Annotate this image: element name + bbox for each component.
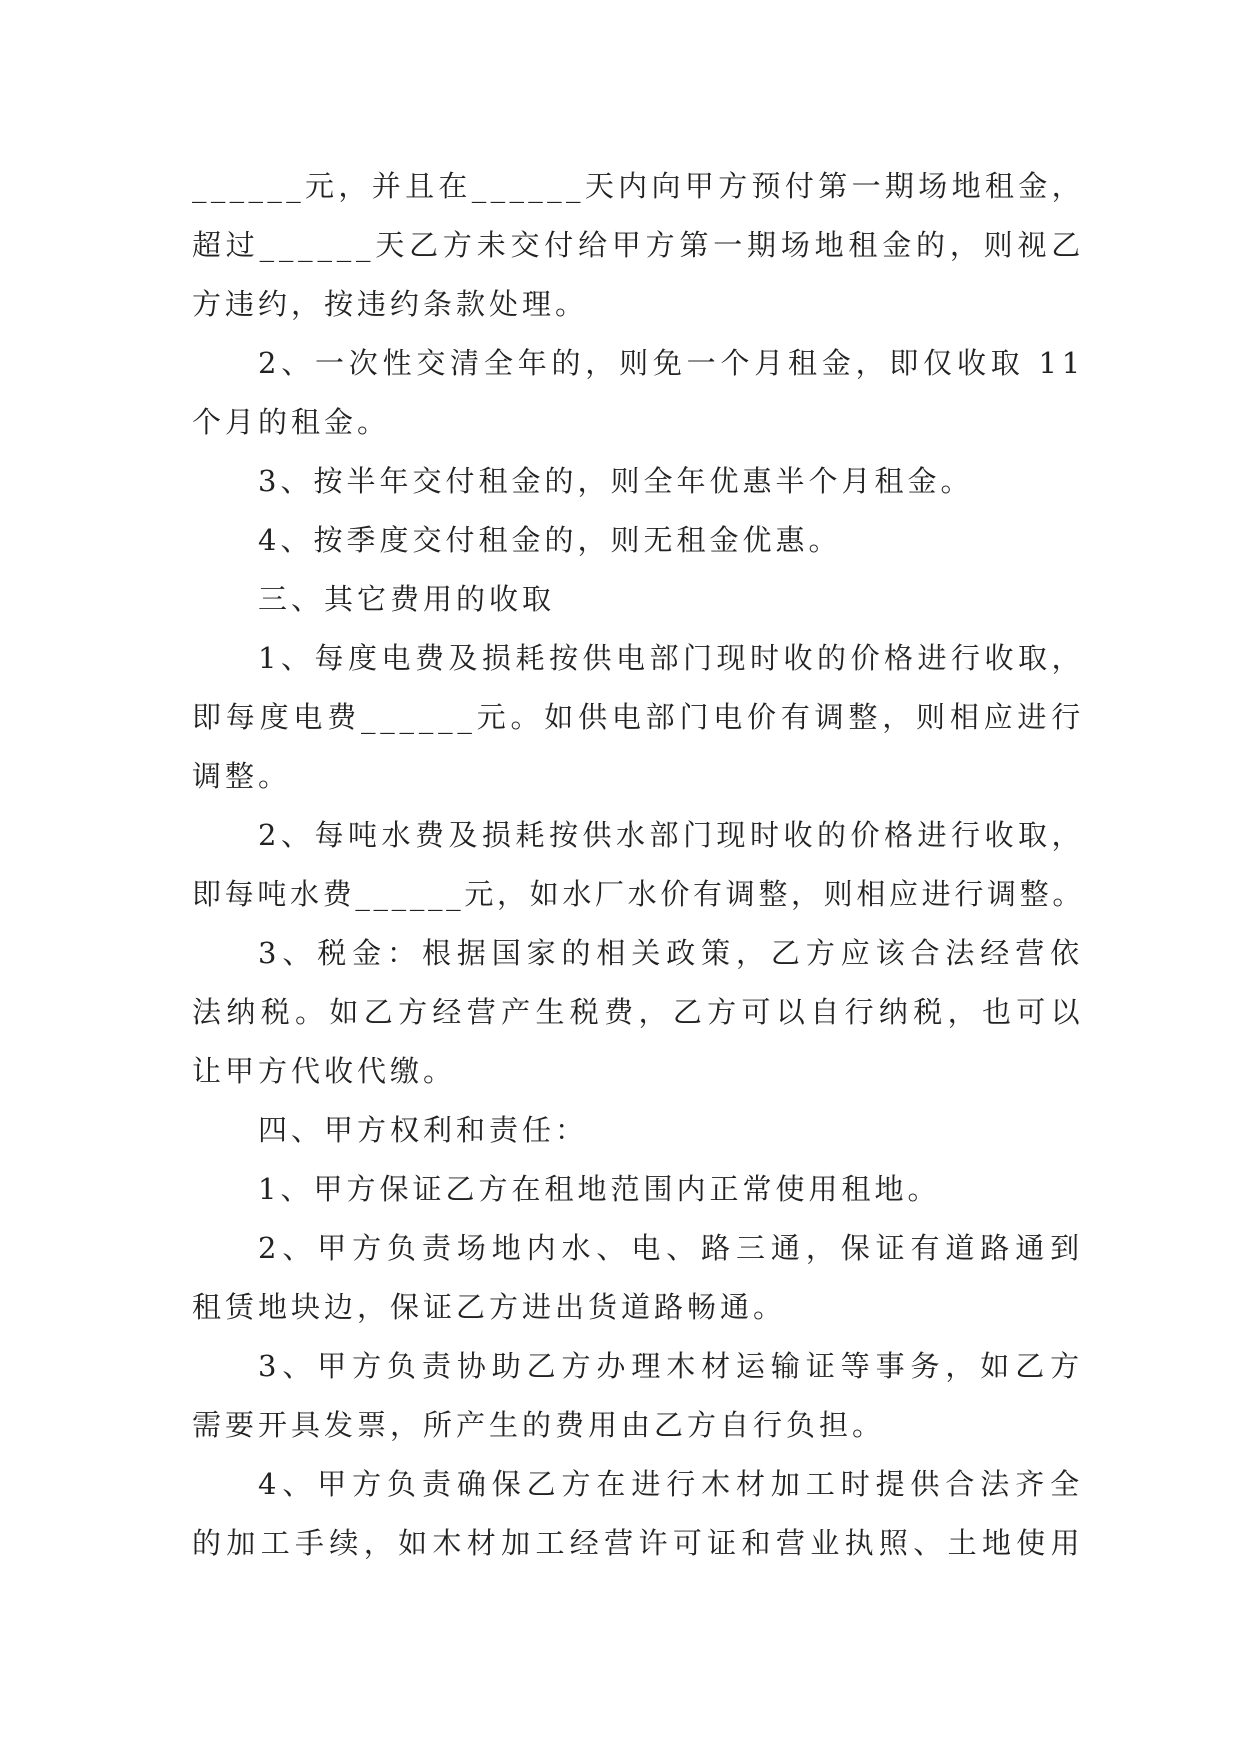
text-line: 需要开具发票，所产生的费用由乙方自行负担。 (192, 1408, 886, 1442)
paragraph (192, 1455, 1085, 1573)
paragraph (192, 1219, 1085, 1337)
paragraph (192, 511, 1085, 570)
text-line: 让甲方代收代缴。 (192, 1054, 457, 1088)
paragraph (192, 924, 1085, 1101)
paragraph (192, 452, 1085, 511)
text-line: 即每吨水费______元，如水厂水价有调整，则相应进行调整。 (192, 877, 1085, 911)
text-line: ______元，并且在______天内向甲方预付第一期场地租金， (192, 169, 1085, 203)
text-line: 调整。 (192, 759, 292, 793)
paragraph (192, 1160, 1085, 1219)
text-line: 个月的租金。 (192, 405, 391, 439)
text-line: 法纳税。如乙方经营产生税费，乙方可以自行纳税，也可以 (192, 995, 1085, 1029)
text-line: 的加工手续，如木材加工经营许可证和营业执照、土地使用 (192, 1526, 1085, 1560)
paragraph (192, 334, 1085, 452)
text-line: 四、甲方权利和责任： (258, 1113, 589, 1147)
text-line: 3、税金：根据国家的相关政策，乙方应该合法经营依 (258, 936, 1085, 970)
text-line: 4、甲方负责确保乙方在进行木材加工时提供合法齐全 (258, 1467, 1085, 1501)
text-line: 4、按季度交付租金的，则无租金优惠。 (258, 523, 842, 557)
text-line: 1、甲方保证乙方在租地范围内正常使用租地。 (258, 1172, 941, 1206)
paragraph (192, 570, 1085, 629)
text-line: 方违约，按违约条款处理。 (192, 287, 589, 321)
document-body (192, 157, 1085, 1573)
paragraph (192, 629, 1085, 806)
paragraph (192, 806, 1085, 924)
text-line: 1、每度电费及损耗按供电部门现时收的价格进行收取， (258, 641, 1085, 675)
text-line: 2、甲方负责场地内水、电、路三通，保证有道路通到 (258, 1231, 1085, 1265)
text-line: 2、一次性交清全年的，则免一个月租金，即仅收取 11 (258, 346, 1085, 380)
paragraph (192, 1337, 1085, 1455)
paragraph (192, 1101, 1085, 1160)
text-line: 超过______天乙方未交付给甲方第一期场地租金的，则视乙 (192, 228, 1085, 262)
text-line: 3、按半年交付租金的，则全年优惠半个月租金。 (258, 464, 974, 498)
text-line: 三、其它费用的收取 (258, 582, 556, 616)
text-line: 3、甲方负责协助乙方办理木材运输证等事务，如乙方 (258, 1349, 1085, 1383)
paragraph (192, 157, 1085, 334)
text-line: 即每度电费______元。如供电部门电价有调整，则相应进行 (192, 700, 1085, 734)
text-line: 2、每吨水费及损耗按供水部门现时收的价格进行收取， (258, 818, 1085, 852)
text-line: 租赁地块边，保证乙方进出货道路畅通。 (192, 1290, 787, 1324)
